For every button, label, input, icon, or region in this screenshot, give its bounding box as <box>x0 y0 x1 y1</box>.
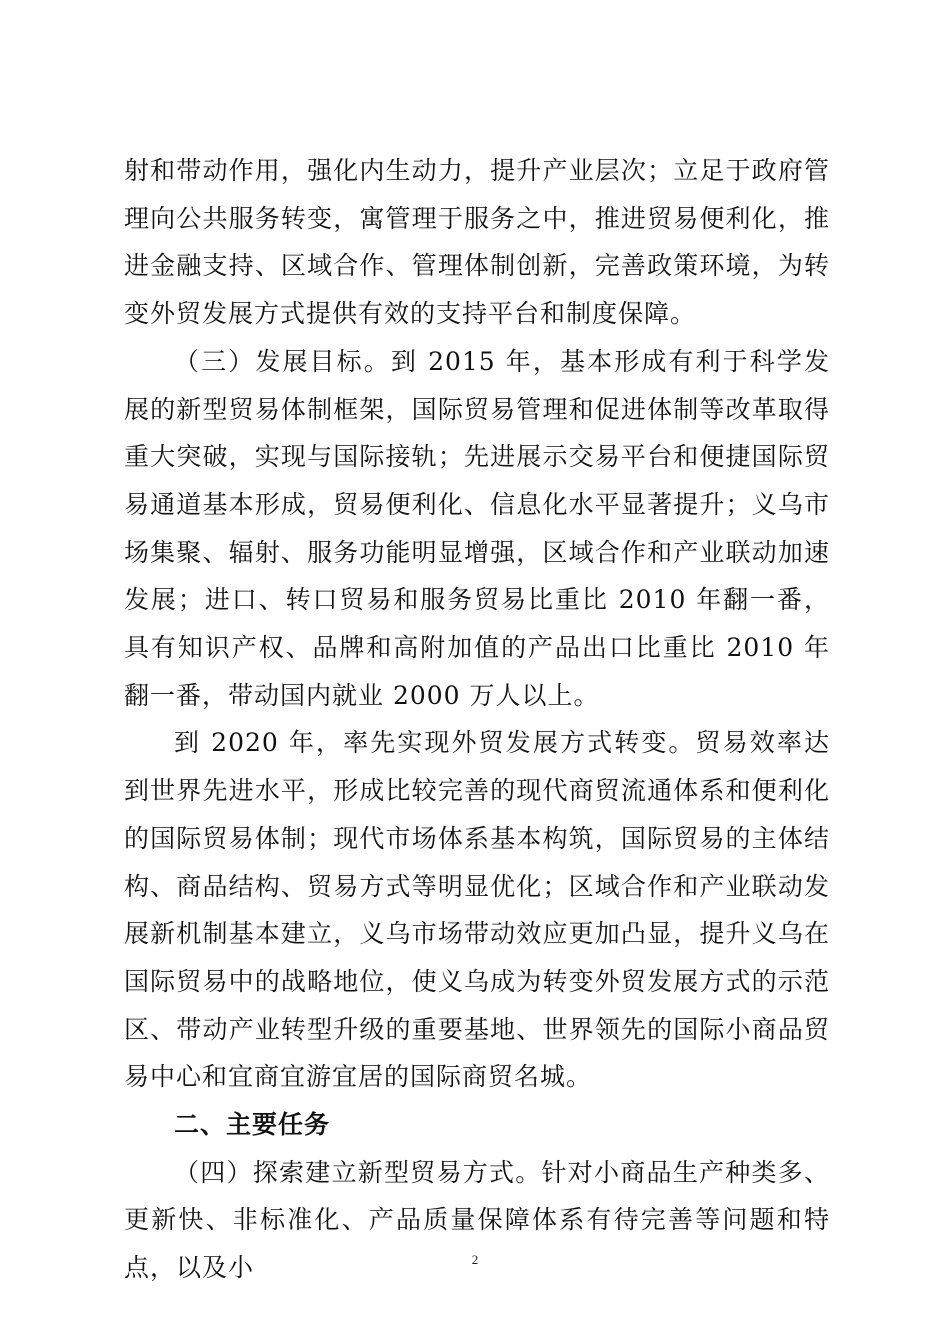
body-text <box>124 147 830 1292</box>
paragraph-2020-goals: 到 2020 年，率先实现外贸发展方式转变。贸易效率达到世界先进水平，形成比较完善的现代商贸流通体系和便利化的国际贸易体制；现代市场体系基本构筑，国际贸易的主体结构、商品结构、贸易方式等明显优化；区域合作和产业联动发展新机制基本建立，义乌市场带动效应更加凸显，提升义乌在国际贸易中的战略地位，使义乌成为转变外贸发展方式的示范区、带动产业转型升级的重要基地、世界领先的国际小商品贸易中心和宜商宜游宜居的国际商贸名城。 <box>124 728 830 1092</box>
page-number: 2 <box>471 1252 479 1267</box>
paragraph-new-trade-methods: （四）探索建立新型贸易方式。针对小商品生产种类多、更新快、非标准化、产品质量保障体系有待完善等问题和特点，以及小 <box>124 1157 830 1283</box>
paragraph-development-goals: （三）发展目标。到 2015 年，基本形成有利于科学发展的新型贸易体制框架，国际贸易管理和促进体制等改革取得重大突破，实现与国际接轨；先进展示交易平台和便捷国际贸易通道基本形成，贸易便利化、信息化水平显著提升；义乌市场集聚、辐射、服务功能明显增强，区域合作和产业联动加速发展；进口、转口贸易和服务贸易比重比 2010 年翻一番，具有知识产权、品牌和高附加值的产品出口比重比 2010 年翻一番，带动国内就业 2000 万人以上。 <box>124 346 830 710</box>
section-heading: 二、主要任务 <box>174 1110 331 1140</box>
paragraph-continuation: 射和带动作用，强化内生动力，提升产业层次；立足于政府管理向公共服务转变，寓管理于服务之中，推进贸易便利化，推进金融支持、区域合作、管理体制创新，完善政策环境，为转变外贸发展方式提供有效的支持平台和制度保障。 <box>124 156 830 329</box>
